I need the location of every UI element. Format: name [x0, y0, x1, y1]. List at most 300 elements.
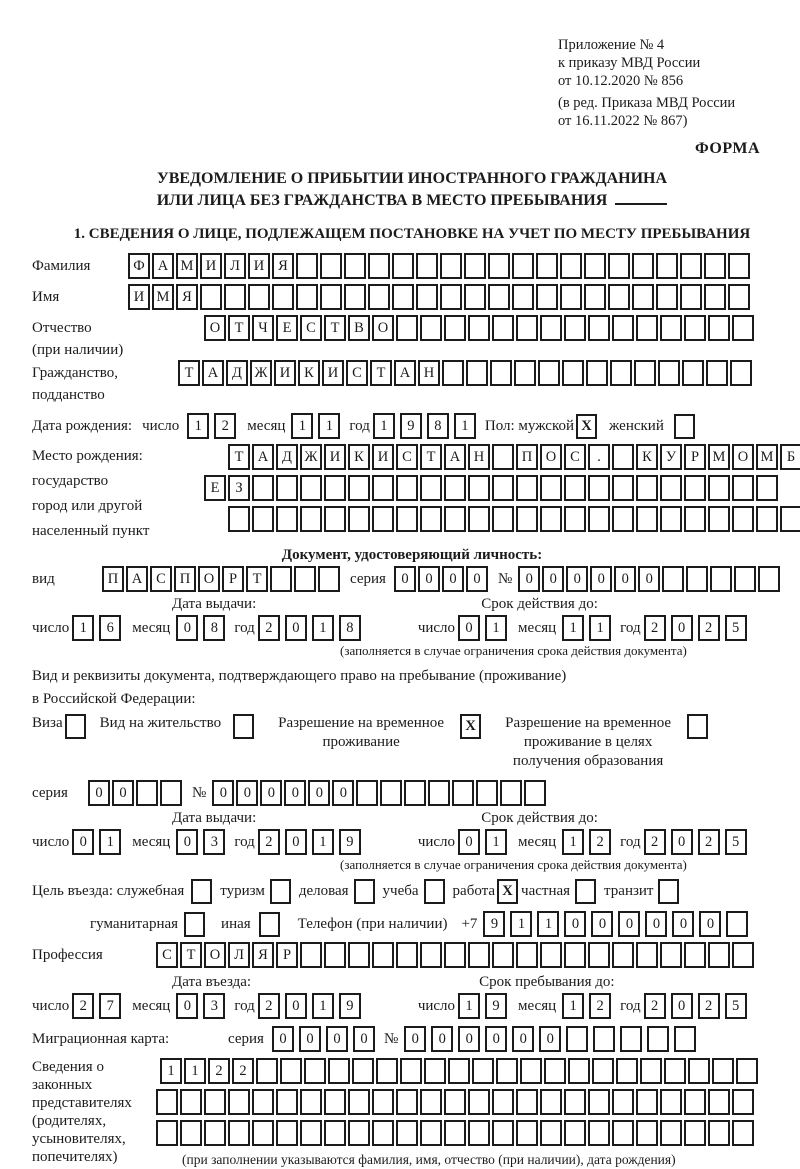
- char-cell[interactable]: [500, 780, 522, 806]
- char-cell[interactable]: [562, 360, 584, 386]
- char-cell[interactable]: [588, 1089, 610, 1115]
- char-cell[interactable]: 0: [458, 1026, 480, 1052]
- char-cell[interactable]: [372, 1089, 394, 1115]
- char-cell[interactable]: У: [660, 444, 682, 470]
- char-cell[interactable]: 0: [212, 780, 234, 806]
- char-cell[interactable]: [588, 315, 610, 341]
- char-cell[interactable]: 0: [618, 911, 640, 937]
- char-cell[interactable]: 2: [644, 993, 666, 1019]
- char-cell[interactable]: 5: [725, 993, 747, 1019]
- char-cell[interactable]: 0: [299, 1026, 321, 1052]
- char-cell[interactable]: И: [274, 360, 296, 386]
- char-cell[interactable]: [324, 1120, 346, 1146]
- char-cell[interactable]: 1: [454, 413, 476, 439]
- char-cell[interactable]: [348, 1120, 370, 1146]
- char-cell[interactable]: А: [152, 253, 174, 279]
- char-cell[interactable]: Т: [228, 315, 250, 341]
- char-cell[interactable]: [276, 1089, 298, 1115]
- char-cell[interactable]: 1: [291, 413, 313, 439]
- char-cell[interactable]: [636, 475, 658, 501]
- char-cell[interactable]: [516, 942, 538, 968]
- char-cell[interactable]: 9: [485, 993, 507, 1019]
- char-cell[interactable]: [304, 1058, 326, 1084]
- char-cell[interactable]: 0: [638, 566, 660, 592]
- char-cell[interactable]: 0: [404, 1026, 426, 1052]
- char-cell[interactable]: 9: [400, 413, 422, 439]
- char-cell[interactable]: [610, 360, 632, 386]
- char-cell[interactable]: [488, 284, 510, 310]
- char-cell[interactable]: 1: [312, 615, 334, 641]
- char-cell[interactable]: В: [348, 315, 370, 341]
- char-cell[interactable]: [756, 506, 778, 532]
- char-cell[interactable]: [632, 253, 654, 279]
- char-cell[interactable]: [524, 780, 546, 806]
- char-cell[interactable]: [368, 284, 390, 310]
- char-cell[interactable]: 0: [236, 780, 258, 806]
- char-cell[interactable]: 1: [485, 615, 507, 641]
- char-cell[interactable]: [660, 506, 682, 532]
- char-cell[interactable]: [593, 1026, 615, 1052]
- char-cell[interactable]: [636, 506, 658, 532]
- char-cell[interactable]: [372, 942, 394, 968]
- char-cell[interactable]: [416, 253, 438, 279]
- char-cell[interactable]: 1: [485, 829, 507, 855]
- char-cell[interactable]: [372, 475, 394, 501]
- char-cell[interactable]: [352, 1058, 374, 1084]
- char-cell[interactable]: [380, 780, 402, 806]
- char-cell[interactable]: Т: [180, 942, 202, 968]
- char-cell[interactable]: [468, 475, 490, 501]
- char-cell[interactable]: [560, 284, 582, 310]
- char-cell[interactable]: [444, 942, 466, 968]
- char-cell[interactable]: С: [346, 360, 368, 386]
- char-cell[interactable]: [400, 1058, 422, 1084]
- char-cell[interactable]: [686, 566, 708, 592]
- char-cell[interactable]: Я: [252, 942, 274, 968]
- char-cell[interactable]: И: [322, 360, 344, 386]
- purpose-transit-checkbox[interactable]: [658, 879, 679, 904]
- char-cell[interactable]: 0: [671, 615, 693, 641]
- char-cell[interactable]: [228, 1089, 250, 1115]
- char-cell[interactable]: [680, 284, 702, 310]
- char-cell[interactable]: .: [588, 444, 610, 470]
- char-cell[interactable]: 2: [698, 829, 720, 855]
- char-cell[interactable]: [636, 1089, 658, 1115]
- char-cell[interactable]: [516, 475, 538, 501]
- char-cell[interactable]: [356, 780, 378, 806]
- char-cell[interactable]: 1: [562, 993, 584, 1019]
- char-cell[interactable]: [420, 1089, 442, 1115]
- char-cell[interactable]: 0: [614, 566, 636, 592]
- char-cell[interactable]: [612, 444, 634, 470]
- char-cell[interactable]: [444, 475, 466, 501]
- char-cell[interactable]: [564, 942, 586, 968]
- char-cell[interactable]: [732, 1120, 754, 1146]
- char-cell[interactable]: [228, 1120, 250, 1146]
- char-cell[interactable]: Т: [370, 360, 392, 386]
- char-cell[interactable]: 0: [442, 566, 464, 592]
- char-cell[interactable]: [588, 1120, 610, 1146]
- char-cell[interactable]: 0: [566, 566, 588, 592]
- char-cell[interactable]: [300, 506, 322, 532]
- char-cell[interactable]: 8: [427, 413, 449, 439]
- char-cell[interactable]: [708, 475, 730, 501]
- char-cell[interactable]: 9: [339, 829, 361, 855]
- char-cell[interactable]: [392, 253, 414, 279]
- char-cell[interactable]: [224, 284, 246, 310]
- char-cell[interactable]: [444, 506, 466, 532]
- char-cell[interactable]: [320, 284, 342, 310]
- char-cell[interactable]: [420, 506, 442, 532]
- char-cell[interactable]: [428, 780, 450, 806]
- char-cell[interactable]: Е: [276, 315, 298, 341]
- char-cell[interactable]: 2: [258, 615, 280, 641]
- char-cell[interactable]: [490, 360, 512, 386]
- char-cell[interactable]: [684, 475, 706, 501]
- char-cell[interactable]: [586, 360, 608, 386]
- char-cell[interactable]: [588, 475, 610, 501]
- char-cell[interactable]: [684, 506, 706, 532]
- char-cell[interactable]: 0: [591, 911, 613, 937]
- char-cell[interactable]: С: [150, 566, 172, 592]
- char-cell[interactable]: [372, 1120, 394, 1146]
- char-cell[interactable]: [512, 284, 534, 310]
- char-cell[interactable]: 1: [373, 413, 395, 439]
- char-cell[interactable]: [420, 315, 442, 341]
- char-cell[interactable]: [468, 942, 490, 968]
- char-cell[interactable]: 1: [187, 413, 209, 439]
- char-cell[interactable]: [180, 1120, 202, 1146]
- char-cell[interactable]: 1: [537, 911, 559, 937]
- char-cell[interactable]: [780, 506, 800, 532]
- char-cell[interactable]: [300, 1120, 322, 1146]
- char-cell[interactable]: [464, 253, 486, 279]
- char-cell[interactable]: П: [174, 566, 196, 592]
- char-cell[interactable]: [512, 253, 534, 279]
- char-cell[interactable]: [324, 506, 346, 532]
- char-cell[interactable]: 3: [203, 993, 225, 1019]
- char-cell[interactable]: [348, 506, 370, 532]
- char-cell[interactable]: [734, 566, 756, 592]
- char-cell[interactable]: [540, 475, 562, 501]
- char-cell[interactable]: [492, 444, 514, 470]
- char-cell[interactable]: К: [298, 360, 320, 386]
- char-cell[interactable]: [636, 942, 658, 968]
- char-cell[interactable]: [348, 942, 370, 968]
- char-cell[interactable]: И: [200, 253, 222, 279]
- char-cell[interactable]: [656, 284, 678, 310]
- char-cell[interactable]: [516, 315, 538, 341]
- char-cell[interactable]: 1: [72, 615, 94, 641]
- char-cell[interactable]: [328, 1058, 350, 1084]
- purpose-humanitarian-checkbox[interactable]: [184, 912, 205, 937]
- char-cell[interactable]: [640, 1058, 662, 1084]
- char-cell[interactable]: [464, 284, 486, 310]
- char-cell[interactable]: Ж: [250, 360, 272, 386]
- char-cell[interactable]: [252, 1120, 274, 1146]
- char-cell[interactable]: [296, 284, 318, 310]
- char-cell[interactable]: И: [372, 444, 394, 470]
- char-cell[interactable]: 0: [671, 829, 693, 855]
- char-cell[interactable]: 2: [644, 615, 666, 641]
- char-cell[interactable]: [476, 780, 498, 806]
- char-cell[interactable]: М: [756, 444, 778, 470]
- char-cell[interactable]: [520, 1058, 542, 1084]
- char-cell[interactable]: 0: [458, 615, 480, 641]
- char-cell[interactable]: 0: [672, 911, 694, 937]
- char-cell[interactable]: [608, 284, 630, 310]
- char-cell[interactable]: [276, 506, 298, 532]
- char-cell[interactable]: 1: [510, 911, 532, 937]
- char-cell[interactable]: Т: [178, 360, 200, 386]
- char-cell[interactable]: 0: [466, 566, 488, 592]
- char-cell[interactable]: Р: [684, 444, 706, 470]
- char-cell[interactable]: [396, 1089, 418, 1115]
- char-cell[interactable]: И: [248, 253, 270, 279]
- char-cell[interactable]: 0: [112, 780, 134, 806]
- char-cell[interactable]: [468, 315, 490, 341]
- char-cell[interactable]: [488, 253, 510, 279]
- char-cell[interactable]: [280, 1058, 302, 1084]
- char-cell[interactable]: Б: [780, 444, 800, 470]
- char-cell[interactable]: [444, 315, 466, 341]
- char-cell[interactable]: [368, 253, 390, 279]
- char-cell[interactable]: [584, 253, 606, 279]
- char-cell[interactable]: [732, 475, 754, 501]
- char-cell[interactable]: 0: [458, 829, 480, 855]
- residence-permit-checkbox[interactable]: [233, 714, 254, 739]
- char-cell[interactable]: [730, 360, 752, 386]
- char-cell[interactable]: 0: [308, 780, 330, 806]
- temp-residence-edu-checkbox[interactable]: [687, 714, 708, 739]
- char-cell[interactable]: А: [252, 444, 274, 470]
- char-cell[interactable]: 0: [353, 1026, 375, 1052]
- char-cell[interactable]: 1: [312, 993, 334, 1019]
- char-cell[interactable]: 0: [285, 829, 307, 855]
- char-cell[interactable]: [516, 1120, 538, 1146]
- char-cell[interactable]: [324, 475, 346, 501]
- char-cell[interactable]: А: [394, 360, 416, 386]
- char-cell[interactable]: [444, 1089, 466, 1115]
- char-cell[interactable]: Д: [276, 444, 298, 470]
- char-cell[interactable]: [732, 315, 754, 341]
- char-cell[interactable]: [684, 942, 706, 968]
- char-cell[interactable]: 7: [99, 993, 121, 1019]
- char-cell[interactable]: [660, 315, 682, 341]
- char-cell[interactable]: [496, 1058, 518, 1084]
- char-cell[interactable]: [252, 1089, 274, 1115]
- char-cell[interactable]: А: [126, 566, 148, 592]
- char-cell[interactable]: 8: [339, 615, 361, 641]
- char-cell[interactable]: [540, 942, 562, 968]
- char-cell[interactable]: Л: [224, 253, 246, 279]
- char-cell[interactable]: Н: [418, 360, 440, 386]
- char-cell[interactable]: [608, 253, 630, 279]
- char-cell[interactable]: 2: [589, 829, 611, 855]
- char-cell[interactable]: [566, 1026, 588, 1052]
- char-cell[interactable]: [588, 506, 610, 532]
- char-cell[interactable]: [420, 942, 442, 968]
- char-cell[interactable]: [344, 253, 366, 279]
- visa-checkbox[interactable]: [65, 714, 86, 739]
- char-cell[interactable]: М: [708, 444, 730, 470]
- char-cell[interactable]: 8: [203, 615, 225, 641]
- char-cell[interactable]: 0: [72, 829, 94, 855]
- char-cell[interactable]: [564, 506, 586, 532]
- char-cell[interactable]: 0: [590, 566, 612, 592]
- char-cell[interactable]: М: [152, 284, 174, 310]
- char-cell[interactable]: П: [516, 444, 538, 470]
- char-cell[interactable]: [514, 360, 536, 386]
- char-cell[interactable]: 0: [88, 780, 110, 806]
- char-cell[interactable]: [256, 1058, 278, 1084]
- char-cell[interactable]: [540, 1089, 562, 1115]
- char-cell[interactable]: [466, 360, 488, 386]
- char-cell[interactable]: Л: [228, 942, 250, 968]
- char-cell[interactable]: [344, 284, 366, 310]
- char-cell[interactable]: [420, 1120, 442, 1146]
- char-cell[interactable]: [420, 475, 442, 501]
- char-cell[interactable]: О: [540, 444, 562, 470]
- char-cell[interactable]: [704, 253, 726, 279]
- char-cell[interactable]: Ф: [128, 253, 150, 279]
- char-cell[interactable]: [348, 475, 370, 501]
- char-cell[interactable]: [682, 360, 704, 386]
- char-cell[interactable]: 1: [458, 993, 480, 1019]
- char-cell[interactable]: С: [300, 315, 322, 341]
- char-cell[interactable]: А: [202, 360, 224, 386]
- char-cell[interactable]: [156, 1089, 178, 1115]
- purpose-other-checkbox[interactable]: [259, 912, 280, 937]
- char-cell[interactable]: [276, 475, 298, 501]
- char-cell[interactable]: [616, 1058, 638, 1084]
- char-cell[interactable]: [204, 1089, 226, 1115]
- char-cell[interactable]: Т: [228, 444, 250, 470]
- char-cell[interactable]: [568, 1058, 590, 1084]
- char-cell[interactable]: [396, 475, 418, 501]
- purpose-tourism-checkbox[interactable]: [270, 879, 291, 904]
- char-cell[interactable]: [180, 1089, 202, 1115]
- char-cell[interactable]: [252, 475, 274, 501]
- char-cell[interactable]: [442, 360, 464, 386]
- char-cell[interactable]: [632, 284, 654, 310]
- char-cell[interactable]: 0: [485, 1026, 507, 1052]
- char-cell[interactable]: 0: [512, 1026, 534, 1052]
- char-cell[interactable]: [276, 1120, 298, 1146]
- char-cell[interactable]: М: [176, 253, 198, 279]
- char-cell[interactable]: 2: [589, 993, 611, 1019]
- char-cell[interactable]: Я: [176, 284, 198, 310]
- char-cell[interactable]: [396, 315, 418, 341]
- char-cell[interactable]: 0: [418, 566, 440, 592]
- char-cell[interactable]: [376, 1058, 398, 1084]
- male-checkbox[interactable]: X: [576, 414, 597, 439]
- char-cell[interactable]: [348, 1089, 370, 1115]
- char-cell[interactable]: Н: [468, 444, 490, 470]
- char-cell[interactable]: 0: [699, 911, 721, 937]
- char-cell[interactable]: 0: [431, 1026, 453, 1052]
- char-cell[interactable]: [584, 284, 606, 310]
- char-cell[interactable]: [516, 1089, 538, 1115]
- char-cell[interactable]: И: [128, 284, 150, 310]
- char-cell[interactable]: [612, 315, 634, 341]
- char-cell[interactable]: [492, 942, 514, 968]
- char-cell[interactable]: А: [444, 444, 466, 470]
- char-cell[interactable]: [564, 1120, 586, 1146]
- char-cell[interactable]: 2: [698, 993, 720, 1019]
- char-cell[interactable]: [270, 566, 292, 592]
- char-cell[interactable]: [300, 475, 322, 501]
- char-cell[interactable]: 1: [160, 1058, 182, 1084]
- char-cell[interactable]: [472, 1058, 494, 1084]
- char-cell[interactable]: [710, 566, 732, 592]
- char-cell[interactable]: [732, 506, 754, 532]
- char-cell[interactable]: [728, 253, 750, 279]
- char-cell[interactable]: 2: [644, 829, 666, 855]
- char-cell[interactable]: [684, 1120, 706, 1146]
- char-cell[interactable]: [452, 780, 474, 806]
- char-cell[interactable]: 2: [258, 829, 280, 855]
- char-cell[interactable]: Т: [324, 315, 346, 341]
- char-cell[interactable]: [708, 315, 730, 341]
- char-cell[interactable]: [492, 1120, 514, 1146]
- char-cell[interactable]: [728, 284, 750, 310]
- char-cell[interactable]: [564, 475, 586, 501]
- char-cell[interactable]: 0: [645, 911, 667, 937]
- char-cell[interactable]: О: [198, 566, 220, 592]
- char-cell[interactable]: 9: [339, 993, 361, 1019]
- char-cell[interactable]: [444, 1120, 466, 1146]
- char-cell[interactable]: [680, 253, 702, 279]
- char-cell[interactable]: [756, 475, 778, 501]
- char-cell[interactable]: Ч: [252, 315, 274, 341]
- char-cell[interactable]: 0: [542, 566, 564, 592]
- char-cell[interactable]: Д: [226, 360, 248, 386]
- char-cell[interactable]: [612, 1089, 634, 1115]
- char-cell[interactable]: 2: [72, 993, 94, 1019]
- char-cell[interactable]: [664, 1058, 686, 1084]
- char-cell[interactable]: 0: [176, 615, 198, 641]
- char-cell[interactable]: [300, 942, 322, 968]
- char-cell[interactable]: 0: [671, 993, 693, 1019]
- char-cell[interactable]: [560, 253, 582, 279]
- char-cell[interactable]: [726, 911, 748, 937]
- char-cell[interactable]: [228, 506, 250, 532]
- char-cell[interactable]: [732, 1089, 754, 1115]
- char-cell[interactable]: [612, 506, 634, 532]
- char-cell[interactable]: 0: [284, 780, 306, 806]
- char-cell[interactable]: [396, 506, 418, 532]
- char-cell[interactable]: К: [348, 444, 370, 470]
- purpose-business-checkbox[interactable]: [354, 879, 375, 904]
- char-cell[interactable]: 1: [99, 829, 121, 855]
- char-cell[interactable]: [538, 360, 560, 386]
- char-cell[interactable]: [516, 506, 538, 532]
- char-cell[interactable]: [424, 1058, 446, 1084]
- char-cell[interactable]: [296, 253, 318, 279]
- char-cell[interactable]: [404, 780, 426, 806]
- char-cell[interactable]: [688, 1058, 710, 1084]
- char-cell[interactable]: [396, 942, 418, 968]
- char-cell[interactable]: 2: [258, 993, 280, 1019]
- char-cell[interactable]: [448, 1058, 470, 1084]
- char-cell[interactable]: Р: [276, 942, 298, 968]
- char-cell[interactable]: [200, 284, 222, 310]
- char-cell[interactable]: [540, 315, 562, 341]
- char-cell[interactable]: [416, 284, 438, 310]
- char-cell[interactable]: [252, 506, 274, 532]
- char-cell[interactable]: [540, 506, 562, 532]
